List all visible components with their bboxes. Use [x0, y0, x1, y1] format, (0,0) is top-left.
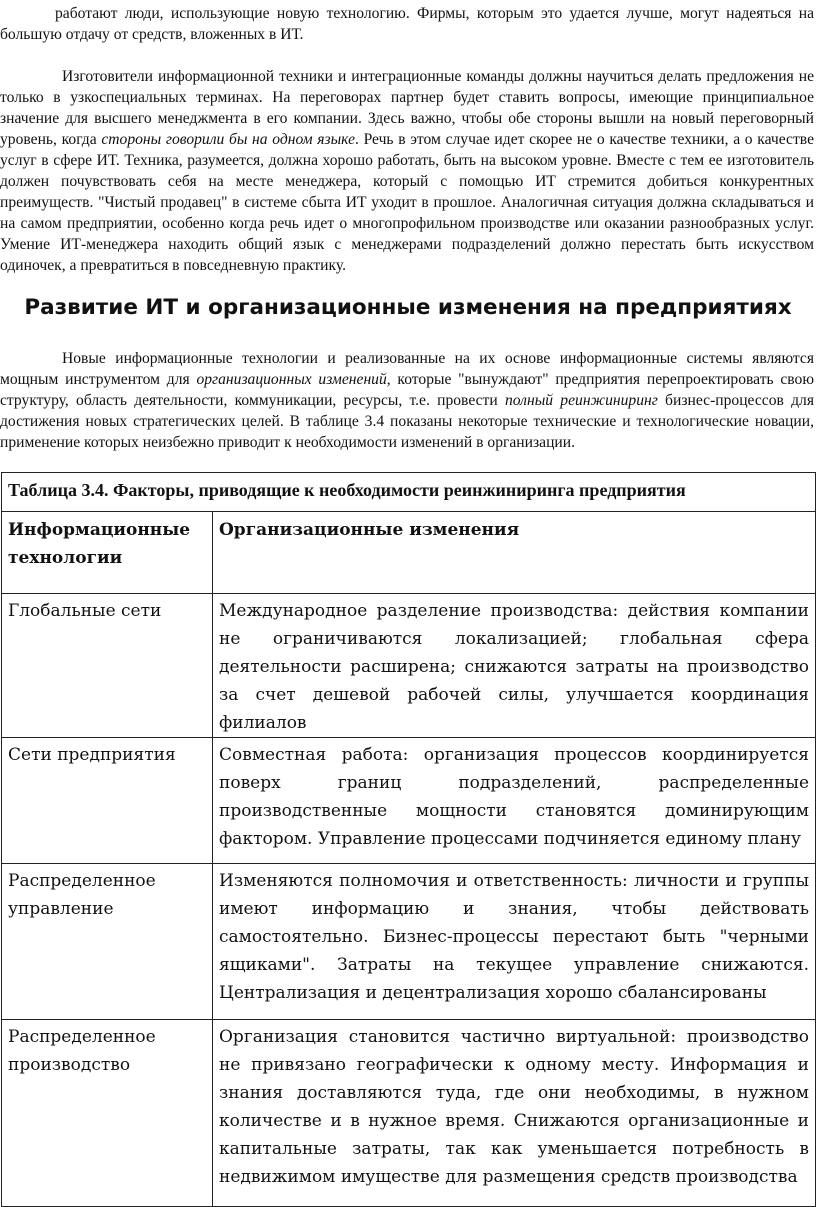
row-change: Организация становится частично виртуальной: производство не привязано географически к одному месту. Информация и знания доставляются туда, где они необходимы, в нужном количестве и в нужное время. Снижаются организационные и капитальные затраты, так как уменьшается потребность в недвижимом имуществе для размещения средств производства [213, 1020, 816, 1207]
paragraph-new-tech-part-b: , которые "вынуждают" предприятия перепроектировать свою структуру, область деятельности, коммуникации, ресурсы, т.е. провести [0, 371, 814, 409]
section-heading: Развитие ИТ и организационные изменения на предприятиях [24, 295, 792, 320]
row-change: Совместная работа: организация процессов координируется поверх границ подразделений, распределенные производственные мощности становятся доминирующим фактором. Управление процессами подчиняется единому плану [213, 738, 816, 864]
table-row [2, 738, 816, 864]
table-row [2, 594, 816, 738]
paragraph-manufacturers-emphasis: стороны говорили бы на одном языке [101, 131, 356, 148]
paragraph-manufacturers-part-b: . Речь в этом случае идет скорее не о качестве техники, а о качестве услуг в сфере ИТ. Техника, разумеется, должна хорошо работать, быть на высоком уровне. Вместе с тем ее изготовитель должен почувствовать себя на месте менеджера, который с помощью ИТ стремится добиться конкурентных преимуществ. "Чистый продавец" в системе сбыта ИТ уходит в прошлое. Аналогичная ситуация должна складываться и на самом предприятии, особенно когда речь идет о многопрофильном производстве или оказании разнообразных услуг. Умение ИТ-менеджера находить общий язык с менеджерами подразделений должно перестать быть искусством одиночек, а превратиться в повседневную практику. [0, 131, 814, 274]
paragraph-manufacturers-part-a: Изготовители информационной техники и интеграционные команды должны научиться делать предложения не только в узкоспециальных терминах. На переговорах партнер будет ставить вопросы, имеющие принципиальное значение для высшего менеджмента в его компании. Здесь важно, чтобы обе стороны вышли на новый переговорный уровень, когда [0, 68, 814, 148]
table-row [2, 1020, 816, 1207]
row-technology: Распределенное производство [2, 1020, 213, 1207]
header-organizational-changes: Организационные изменения [213, 512, 816, 594]
row-technology: Сети предприятия [2, 738, 213, 864]
table-row [2, 864, 816, 1020]
factors-table [1, 472, 816, 1207]
paragraph-new-tech-emphasis-1: организационных изменений [196, 371, 387, 388]
row-change: Изменяются полномочия и ответственность: личности и группы имеют информацию и знания, чтобы действовать самостоятельно. Бизнес-процессы перестают быть "черными ящиками". Затраты на текущее управление снижаются. Централизация и децентрализация хорошо сбалансированы [213, 864, 816, 1020]
paragraph-new-tech-emphasis-2: полный реинжиниринг [504, 392, 658, 409]
row-change: Международное разделение производства: действия компании не ограничиваются локализацией; глобальная сфера деятельности расширена; снижаются затраты на производство за счет дешевой рабочей силы, улучшается координация филиалов [213, 594, 816, 738]
paragraph-new-tech-part-c: бизнес-процессов для достижения новых стратегических целей. В таблице 3.4 показаны некоторые технические и технологические новации, применение которых неизбежно приводит к необходимости изменений в организации. [0, 392, 814, 451]
paragraph-new-tech [0, 348, 814, 453]
row-technology: Распределенное управление [2, 864, 213, 1020]
header-information-technologies: Информационные технологии [2, 512, 213, 594]
row-technology: Глобальные сети [2, 594, 213, 738]
paragraph-intro: работают люди, использующие новую технологию. Фирмы, которым это удается лучше, могут надеяться на большую отдачу от средств, вложенных в ИТ. [0, 5, 814, 43]
table-caption: Таблица 3.4. Факторы, приводящие к необходимости реинжиниринга предприятия [2, 473, 816, 512]
paragraph-manufacturers [0, 66, 814, 276]
paragraph-new-tech-part-a: Новые информационные технологии и реализованные на их основе информационные системы являются мощным инструментом для [0, 350, 814, 388]
